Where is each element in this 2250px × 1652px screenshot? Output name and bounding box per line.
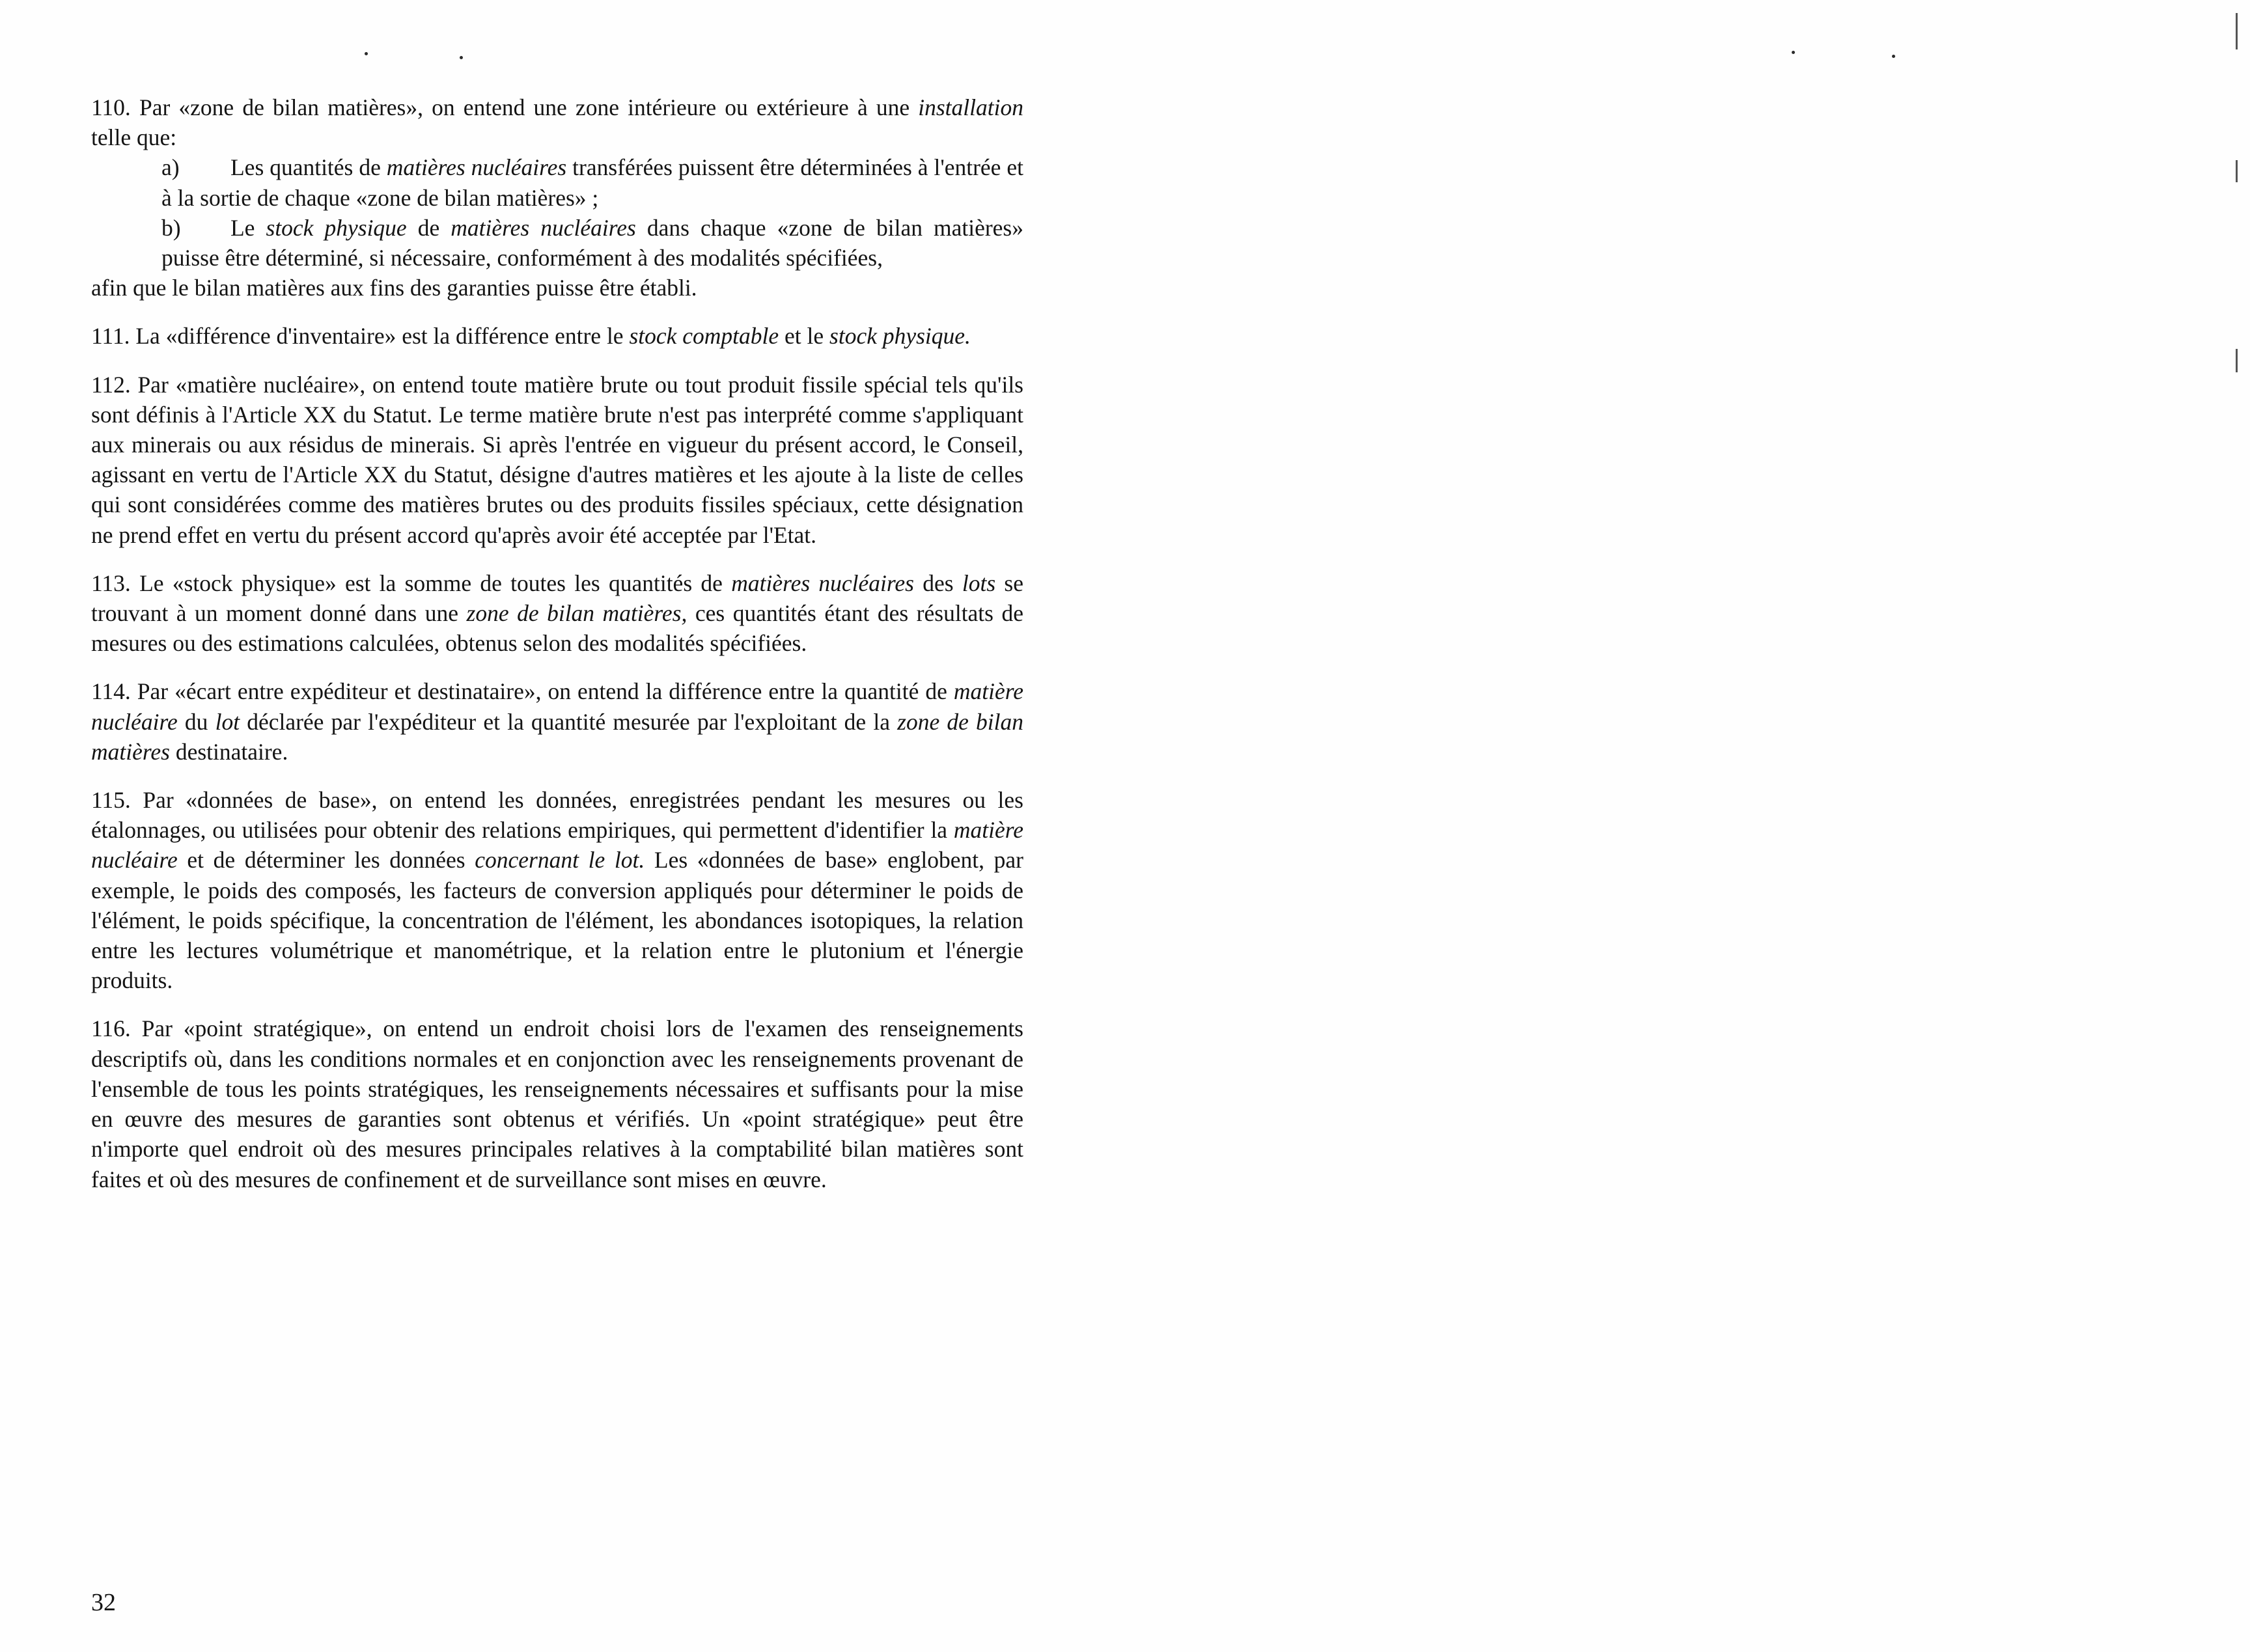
- scan-speck: [1892, 55, 1895, 58]
- text-run: de: [406, 214, 451, 241]
- text-run: Le: [230, 214, 266, 241]
- paragraph-text: [91, 676, 1023, 767]
- article-paragraph-111: [91, 321, 1023, 351]
- article-body: [91, 92, 1023, 1213]
- list-item: [161, 213, 1023, 273]
- italic-term: installation: [918, 94, 1023, 120]
- italic-term: matières nucléaires: [451, 214, 636, 241]
- italic-term: lot: [215, 708, 240, 735]
- paragraph-text: [91, 92, 1023, 152]
- right-page: [1125, 0, 2250, 1652]
- article-paragraph-115: [91, 785, 1023, 995]
- text-run: transférées puissent être déterminées à l'entrée et à la sortie de chaque «zone de bilan matières» ;: [161, 154, 1024, 211]
- text-run: et le: [779, 323, 830, 350]
- italic-term: zone de bilan matières: [91, 708, 1023, 765]
- italic-term: matière nucléaire: [91, 678, 1023, 735]
- list-item-label: a): [161, 154, 180, 181]
- scan-edge-mark: [2236, 13, 2238, 49]
- text-run: Les quantités de: [230, 154, 387, 181]
- article-paragraph-112: [91, 370, 1023, 550]
- text-run: du: [177, 708, 215, 735]
- italic-term: concernant le lot.: [475, 847, 645, 874]
- text-run: ces quantités étant des résultats de mesures ou des estimations calculées, obtenus selon des modalités spécifiées.: [91, 600, 1023, 657]
- scan-speck: [365, 52, 368, 55]
- paragraph-text: [91, 321, 1023, 351]
- paragraph-text: [91, 568, 1023, 659]
- italic-term: stock physique: [266, 214, 407, 241]
- scan-edge-mark: [2236, 349, 2238, 372]
- text-run: telle que:: [91, 124, 177, 151]
- text-run: 113. Le «stock physique» est la somme de toutes les quantités de: [91, 570, 732, 596]
- article-paragraph-116: [91, 1013, 1023, 1194]
- text-run: dans chaque «zone de bilan matières» puisse être déterminé, si nécessaire, conformément à des modalités spécifiées,: [161, 214, 1023, 271]
- scan-edge-mark: [2236, 160, 2238, 182]
- text-run: 110. Par «zone de bilan matières», on entend une zone intérieure ou extérieure à une: [91, 94, 919, 120]
- text-run: déclarée par l'expéditeur et la quantité mesurée par l'exploitant de la: [240, 708, 898, 735]
- text-run: 112. Par «matière nucléaire», on entend toute matière brute ou tout produit fissile spécial tels qu'ils sont définis à l'Article XX du Statut. Le terme matière brute n'est pas interprété comme s'appliquant aux minerais ou aux résidus de minerais. Si après l'entrée en vigueur du présent accord, le Conseil, agissant en vertu de l'Article XX du Statut, désigne d'autres matières et les ajoute à la liste de celles qui sont considérées comme des matières brutes ou des produits fissiles spéciaux, cette désignation ne prend effet en vertu du présent accord qu'après avoir été acceptée par l'Etat.: [91, 371, 1023, 548]
- italic-term: matières nucléaires: [386, 154, 567, 181]
- text-run: 116. Par «point stratégique», on entend un endroit choisi lors de l'examen des renseignements descriptifs où, dans les conditions normales et en conjonction avec les renseignements provenant de l'ensemble de tous les points stratégiques, les renseignements nécessaires et suffisants pour la mise en œuvre des mesures de garanties sont obtenus et vérifiés. Un «point stratégique» peut être n'importe quel endroit où des mesures principales relatives à la comptabilité bilan matières sont faites et où des mesures de confinement et de surveillance sont mises en œuvre.: [91, 1015, 1023, 1192]
- italic-term: zone de bilan matières,: [466, 600, 688, 627]
- italic-term: stock comptable: [629, 323, 779, 350]
- text-run: Les «données de base» englobent, par exemple, le poids des composés, les facteurs de conversion appliqués pour déterminer le poids de l'élément, le poids spécifique, la concentration de l'élément, les abondances isotopiques, la relation entre les lectures volumétrique et manométrique, et la relation entre le plutonium et l'énergie produits.: [91, 847, 1023, 994]
- text-run: destinataire.: [169, 738, 288, 765]
- text-run: des: [913, 570, 962, 596]
- text-run: et de déterminer les données: [177, 847, 475, 874]
- paragraph-closing: afin que le bilan matières aux fins des garanties puisse être établi.: [91, 275, 697, 301]
- italic-term: lots: [962, 570, 996, 596]
- paragraph-text: [91, 1013, 1023, 1194]
- text-run: 111. La «différence d'inventaire» est la différence entre le: [91, 323, 630, 350]
- italic-term: matières nucléaires: [731, 570, 914, 596]
- scan-speck: [460, 56, 463, 59]
- article-paragraph-113: [91, 568, 1023, 659]
- paragraph-text: [91, 785, 1023, 995]
- paragraph-text: [91, 370, 1023, 550]
- article-paragraph-110: [91, 92, 1023, 303]
- article-paragraph-114: [91, 676, 1023, 767]
- text-run: 115. Par «données de base», on entend les données, enregistrées pendant les mesures ou les étalonnages, ou utilisées pour obtenir des relations empiriques, qui permettent d'identifier la: [91, 787, 1023, 844]
- text-run: se trouvant à un moment donné dans une: [91, 570, 1024, 627]
- italic-term: stock physique.: [829, 323, 971, 350]
- page-number: 32: [91, 1589, 116, 1616]
- list-item: [161, 152, 1023, 212]
- italic-term: matière nucléaire: [91, 817, 1023, 874]
- list-item-label: b): [161, 214, 181, 241]
- text-run: 114. Par «écart entre expéditeur et destinataire», on entend la différence entre la quantité de: [91, 678, 954, 705]
- scan-speck: [1792, 51, 1795, 54]
